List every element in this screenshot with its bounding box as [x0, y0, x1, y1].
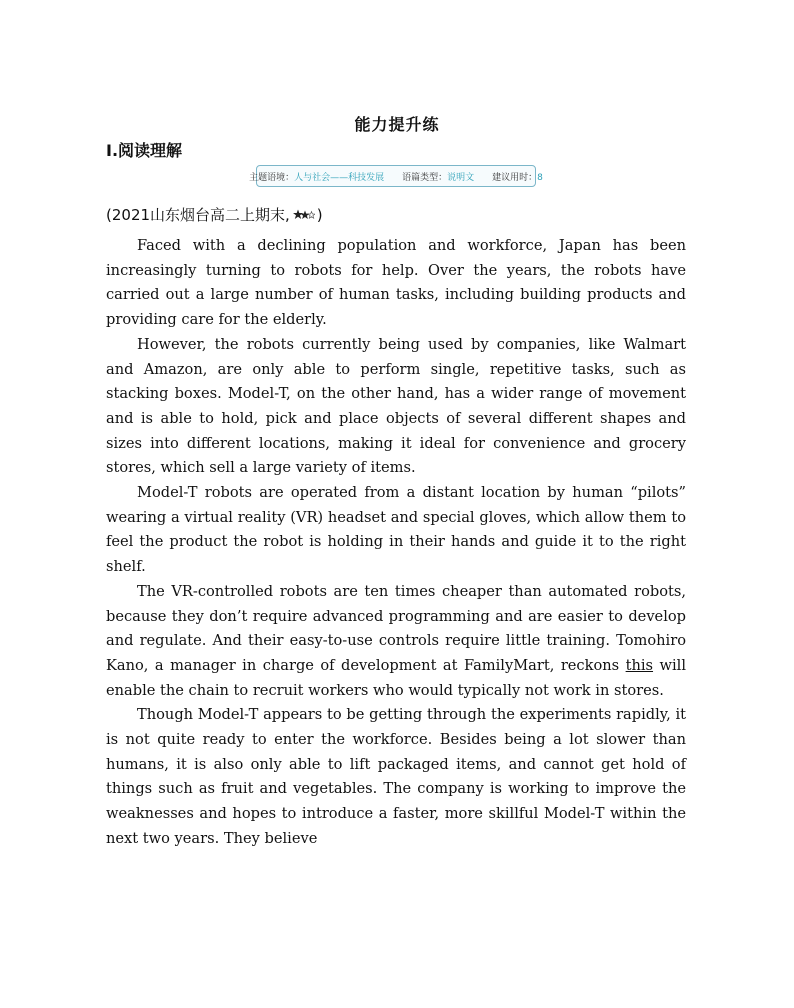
time-field — [492, 170, 543, 183]
section-heading: Ⅰ.阅读理解 — [106, 141, 183, 160]
paragraph-2: However, the robots currently being used by companies, like Walmart and Amazon, are only able to perform single, repetitive tasks, such as stacking boxes. Model-T, on the other hand, has a wider range of movement and is able to hold, pick and place objects of several different shapes and sizes into different locations, making it ideal for convenience and grocery stores, which sell a large variety of items. — [106, 335, 686, 477]
source-close: ) — [316, 205, 323, 224]
reading-passage — [106, 234, 686, 852]
time-value: 8 — [537, 172, 543, 183]
source-text: (2021山东烟台高二上期末, — [106, 206, 290, 224]
paragraph-4-end: will enable the chain to recruit workers who would typically not work in stores. — [106, 656, 687, 699]
paragraph-5: Though Model-T appears to be getting through the experiments rapidly, it is not quite ready to enter the workforce. Besides being a lot slower than humans, it is also only able to lift packaged items, and cannot get hold of things such as fruit and vegetables. The company is working to improve the weaknesses and hopes to introduce a faster, more skillful Model-T within the next two years. They believe — [106, 706, 686, 847]
source-citation — [106, 204, 323, 225]
type-value: 说明文 — [447, 172, 475, 183]
underlined-word: this — [625, 656, 654, 674]
paragraph-1: Faced with a declining population and workforce, Japan has been increasingly turning to robots for help. Over the years, the robots have carried out a large number of human tasks, including building products and providing care for the elderly. — [106, 237, 686, 329]
paragraph-4-start: The VR-controlled robots are ten times cheaper than automated robots, because they don’t require advanced programming and are easier to develop and regulate. And their easy-to-use controls require little training. Tomohiro Kano, a manager in charge of development at FamilyMart, reckons — [106, 582, 686, 674]
paragraph-4 — [106, 580, 686, 704]
paragraph-3: Model-T robots are operated from a distant location by human “pilots” wearing a virtual reality (VR) headset and special gloves, which allow them to feel the product the robot is holding in their hands and guide it to the right shelf. — [106, 484, 686, 576]
type-label: 语篇类型： — [402, 172, 448, 183]
theme-field — [249, 170, 384, 183]
theme-label: 主题语境： — [249, 172, 295, 183]
type-field — [402, 170, 474, 183]
star-rating-icon — [293, 209, 315, 221]
time-label: 建议用时： — [492, 172, 538, 183]
difficulty-stars — [293, 209, 315, 221]
info-box — [249, 165, 543, 187]
page-title: 能力提升练 — [354, 115, 440, 134]
theme-value: 人与社会——科技发展 — [294, 172, 385, 183]
